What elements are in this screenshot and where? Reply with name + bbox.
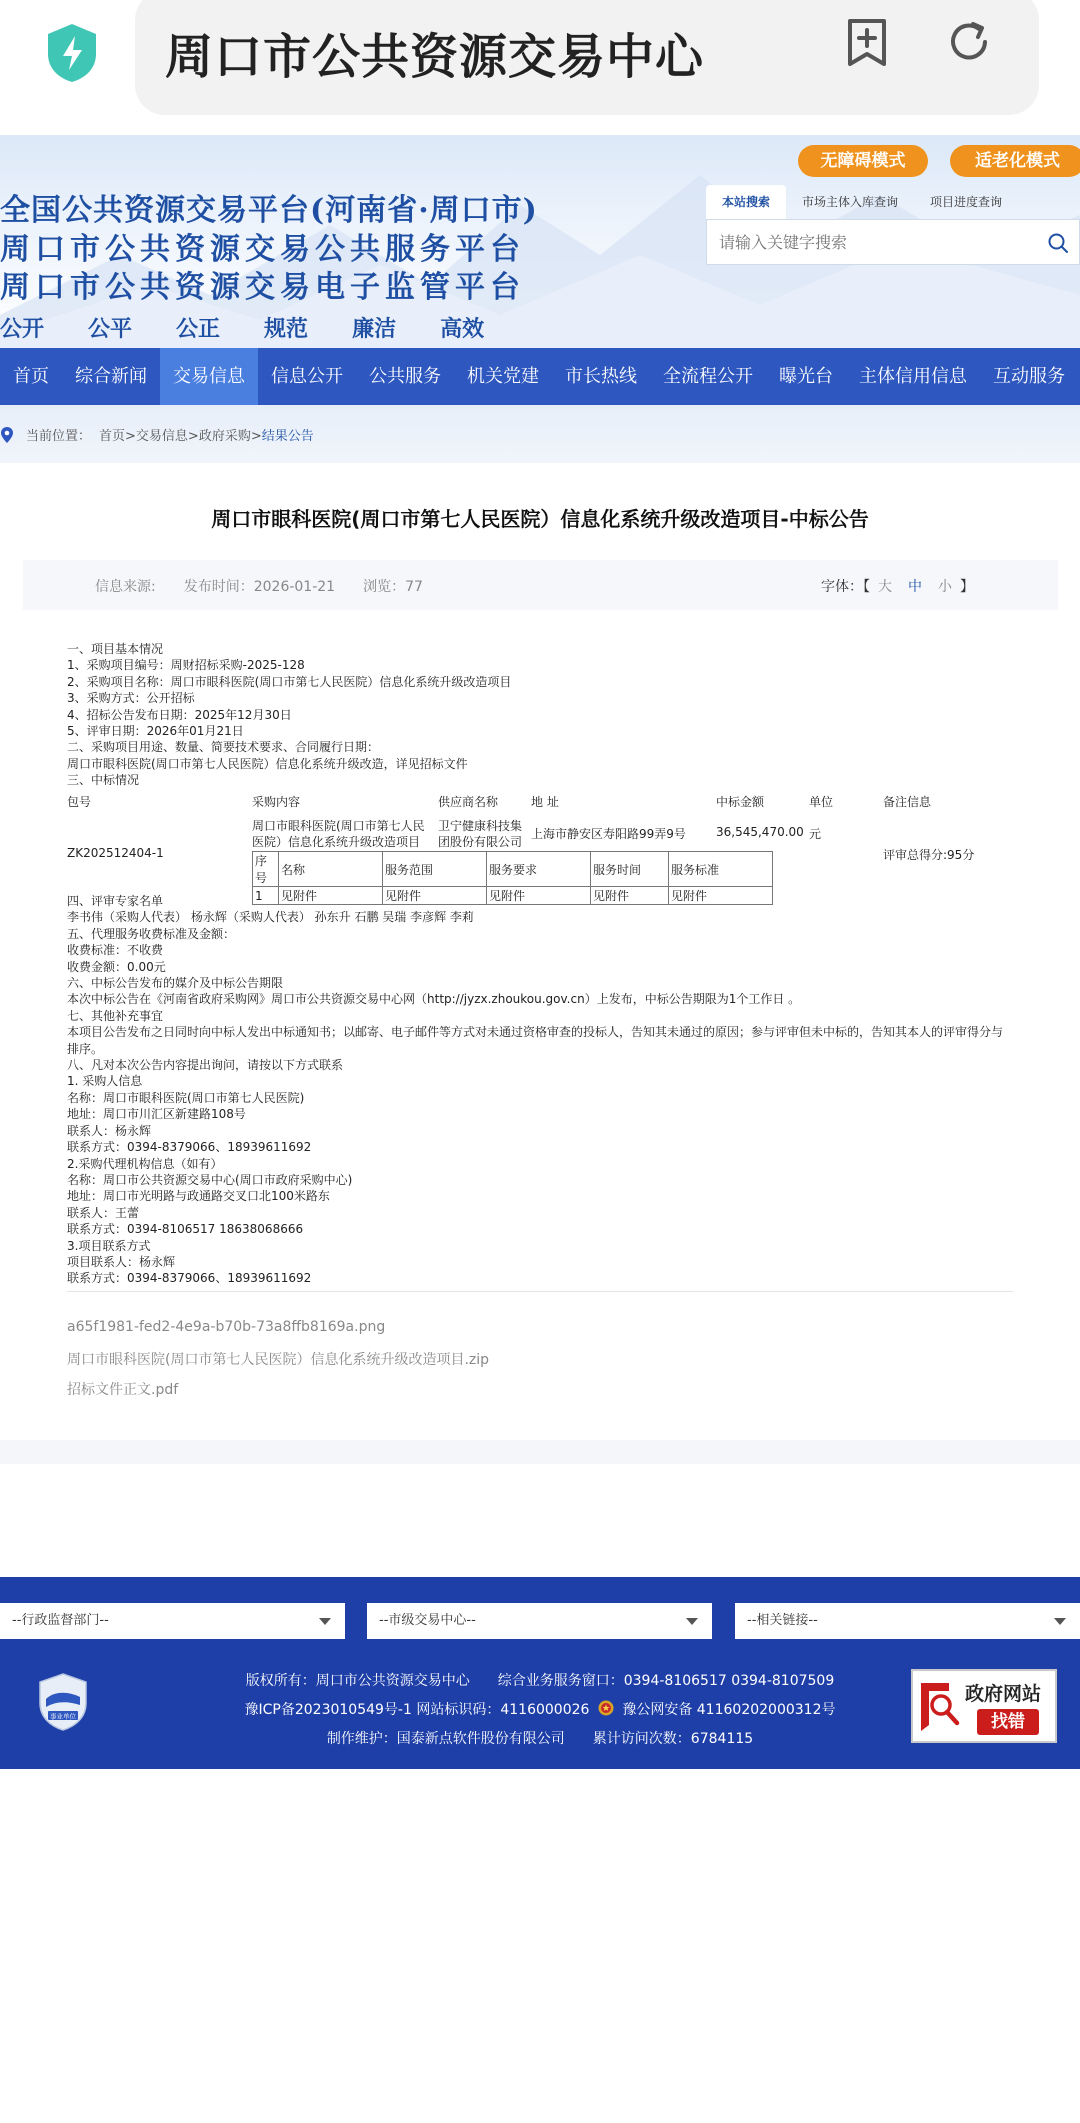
td-requirement: 见附件 bbox=[487, 887, 591, 905]
body-line: 收费标准：不收费 bbox=[67, 943, 164, 958]
tab-site-search[interactable]: 本站搜索 bbox=[706, 185, 786, 219]
related-links-select[interactable] bbox=[735, 1603, 1080, 1639]
footer-icp[interactable]: 豫ICP备2023010549号-1 网站标识码：4116000026 bbox=[244, 1702, 590, 1718]
location-pin-icon bbox=[0, 426, 14, 444]
article-title: 周口市眼科医院(周口市第七人民医院）信息化系统升级改造项目-中标公告 bbox=[211, 507, 869, 531]
nav-public-service[interactable]: 公共服务 bbox=[369, 366, 441, 387]
body-line: 联系人：杨永辉 bbox=[67, 1123, 152, 1138]
font-large-button[interactable]: 大 bbox=[878, 579, 892, 595]
article-body-part1 bbox=[67, 641, 1007, 789]
body-line: 名称：周口市眼科医院(周口市第七人民医院) bbox=[67, 1090, 305, 1105]
chevron-down-icon bbox=[1054, 1618, 1066, 1625]
breadcrumb-gov-procurement[interactable]: 政府采购> bbox=[198, 429, 262, 444]
slogans bbox=[0, 312, 484, 343]
body-line: 联系人：王蕾 bbox=[67, 1205, 140, 1220]
magnifier-icon bbox=[919, 1679, 963, 1735]
content-bottom-band bbox=[0, 1440, 1080, 1464]
cell-package: ZK202512404-1 bbox=[67, 846, 164, 860]
font-small-button[interactable]: 小 bbox=[938, 579, 952, 595]
article-meta-bar bbox=[23, 560, 1058, 610]
body-line: 本次中标公告在《河南省政府采购网》周口市公共资源交易中心网（http://jyzx.zhoukou.gov.cn）上发布，中标公告期限为1个工作日 。 bbox=[67, 992, 801, 1007]
chevron-down-icon bbox=[686, 1618, 698, 1625]
breadcrumb-area bbox=[0, 405, 1080, 463]
body-line: 联系方式：0394-8379066、18939611692 bbox=[67, 1271, 312, 1286]
breadcrumb-current[interactable]: 结果公告 bbox=[261, 429, 314, 444]
slogan: 廉洁 bbox=[352, 316, 397, 342]
gov-website-error-report-button[interactable] bbox=[911, 1669, 1057, 1743]
body-line: 2、采购项目名称：周口市眼科医院(周口市第七人民医院）信息化系统升级改造项目 bbox=[67, 674, 512, 689]
search-icon[interactable] bbox=[1047, 232, 1069, 254]
app-shield-icon[interactable] bbox=[44, 22, 100, 84]
col-content: 采购内容 bbox=[252, 795, 301, 809]
body-line: 李书伟（采购人代表） 杨永辉（采购人代表） 孙东升 石鹏 吴瑞 李彦辉 李莉 bbox=[67, 910, 474, 925]
attachment-link-zip[interactable]: 周口市眼科医院(周口市第七人民医院）信息化系统升级改造项目.zip bbox=[67, 1352, 490, 1368]
badge-text: 事业单位 bbox=[50, 1712, 76, 1721]
browser-top-bar bbox=[0, 0, 1080, 135]
th-standard: 服务标准 bbox=[669, 852, 773, 887]
cell-supplier-l1: 卫宁健康科技集 bbox=[438, 819, 523, 833]
col-supplier: 供应商名称 bbox=[438, 795, 499, 809]
col-package: 包号 bbox=[67, 795, 92, 809]
cell-unit: 元 bbox=[809, 827, 822, 841]
body-line: 2.采购代理机构信息（如有） bbox=[67, 1156, 223, 1171]
search-tabs bbox=[706, 185, 1018, 219]
body-line: 本项目公告发布之日同时向中标人发出中标通知书；以邮寄、电子邮件等方式对未通过资格审查的投标人，告知其未通过的原因；参与评审但未中标的，告知其本人的评审得分与排序。 bbox=[67, 1025, 1004, 1056]
body-line: 地址：周口市川汇区新建路108号 bbox=[67, 1107, 246, 1122]
table-header-row bbox=[67, 793, 1007, 809]
font-size-label: 字体：【 bbox=[821, 579, 870, 595]
body-line: 地址：周口市光明路与政通路交叉口北100米路东 bbox=[67, 1189, 330, 1204]
body-line: 1. 采购人信息 bbox=[67, 1074, 143, 1089]
breadcrumb-trade-info[interactable]: 交易信息> bbox=[135, 429, 199, 444]
platform-line-2: 周口市公共资源交易公共服务平台 bbox=[0, 232, 525, 267]
body-line: 3.项目联系方式 bbox=[67, 1238, 151, 1253]
body-line: 1、采购项目编号：周财招标采购-2025-128 bbox=[67, 658, 305, 673]
platform-line-3: 周口市公共资源交易电子监管平台 bbox=[0, 270, 525, 305]
nav-info-disclosure[interactable]: 信息公开 bbox=[271, 366, 343, 387]
nav-credit-info[interactable]: 主体信用信息 bbox=[859, 366, 967, 387]
th-requirement: 服务要求 bbox=[487, 852, 591, 887]
cell-content-l1: 周口市眼科医院(周口市第七人民 bbox=[252, 819, 425, 833]
col-amount: 中标金额 bbox=[716, 795, 765, 809]
page-title-in-address-bar[interactable]: 周口市公共资源交易中心 bbox=[165, 29, 705, 85]
attachment-link-png[interactable]: a65f1981-fed2-4e9a-b70b-73a8ffb8169a.png bbox=[67, 1319, 386, 1335]
article-source: 信息来源: bbox=[95, 579, 156, 595]
slogan: 公正 bbox=[176, 316, 221, 342]
attachment-link-pdf[interactable]: 招标文件正文.pdf bbox=[67, 1382, 179, 1398]
cell-note: 评审总得分:95分 bbox=[883, 848, 975, 862]
city-trade-center-select[interactable] bbox=[367, 1603, 712, 1639]
body-line: 4、招标公告发布日期：2025年12月30日 bbox=[67, 707, 292, 722]
th-time: 服务时间 bbox=[591, 852, 669, 887]
breadcrumb-label: 当前位置： bbox=[26, 429, 92, 444]
nav-mayor-hotline[interactable]: 市长热线 bbox=[565, 366, 637, 387]
reload-icon[interactable] bbox=[945, 18, 993, 66]
cell-content-l2: 医院）信息化系统升级改造项目 bbox=[252, 835, 421, 849]
search-input[interactable] bbox=[717, 220, 1037, 264]
nav-home[interactable]: 首页 bbox=[13, 366, 49, 387]
body-line: 六、中标公告发布的媒介及中标公告期限 bbox=[67, 976, 284, 991]
nav-full-process[interactable]: 全流程公开 bbox=[663, 366, 753, 387]
gov-box-action: 找错 bbox=[977, 1709, 1039, 1735]
select-value: --相关链接-- bbox=[747, 1613, 818, 1628]
body-line: 名称：周口市公共资源交易中心(周口市政府采购中心) bbox=[67, 1172, 353, 1187]
cell-amount: 36,545,470.00 bbox=[716, 825, 804, 839]
nav-trade-info[interactable]: 交易信息 bbox=[160, 348, 258, 405]
font-size-switcher bbox=[821, 576, 974, 596]
th-index: 序号 bbox=[253, 852, 279, 887]
slogan: 规范 bbox=[264, 316, 309, 342]
slogan: 公开 bbox=[0, 316, 45, 342]
bookmark-add-icon[interactable] bbox=[845, 18, 889, 68]
footer-copyright: 版权所有：周口市公共资源交易中心 综合业务服务窗口：0394-8106517 0394-8107509 bbox=[245, 1673, 835, 1689]
body-line: 5、评审日期：2026年01月21日 bbox=[67, 724, 244, 739]
article-views: 浏览：77 bbox=[363, 579, 423, 595]
th-scope: 服务范围 bbox=[383, 852, 487, 887]
td-standard: 见附件 bbox=[669, 887, 773, 905]
col-address: 地 址 bbox=[531, 795, 559, 809]
slogan: 高效 bbox=[440, 316, 485, 342]
body-line: 一、项目基本情况 bbox=[67, 642, 164, 656]
nav-interactive-service[interactable]: 互动服务 bbox=[993, 366, 1065, 387]
td-name: 见附件 bbox=[279, 887, 383, 905]
body-line: 七、其他补充事宜 bbox=[67, 1008, 164, 1023]
body-line: 联系方式：0394-8106517 18638068666 bbox=[67, 1222, 304, 1237]
search-box bbox=[706, 219, 1080, 265]
breadcrumb bbox=[0, 425, 314, 444]
body-line: 五、代理服务收费标准及金额： bbox=[67, 926, 236, 941]
body-line: 八、凡对本次公告内容提出询问，请按以下方式联系 bbox=[67, 1058, 344, 1073]
main-nav bbox=[0, 348, 1080, 405]
nav-exposure[interactable]: 曝光台 bbox=[779, 366, 833, 387]
nav-news[interactable]: 综合新闻 bbox=[75, 366, 147, 387]
tab-project-progress-query[interactable]: 项目进度查询 bbox=[930, 195, 1003, 209]
body-line: 周口市眼科医院(周口市第七人民医院）信息化系统升级改造，详见招标文件 bbox=[67, 756, 468, 771]
body-line: 3、采购方式：公开招标 bbox=[67, 691, 195, 706]
table-row bbox=[253, 852, 773, 887]
tab-market-entity-query[interactable]: 市场主体入库查询 bbox=[802, 195, 899, 209]
td-scope: 见附件 bbox=[383, 887, 487, 905]
body-line: 四、评审专家名单 bbox=[67, 894, 164, 908]
site-header bbox=[0, 135, 1080, 348]
body-line: 二、采购项目用途、数量、简要技术要求、合同履行日期： bbox=[67, 740, 380, 755]
site-footer bbox=[0, 1643, 1080, 1769]
police-emblem-icon bbox=[598, 1700, 614, 1716]
article-body-part2 bbox=[67, 893, 1007, 1287]
breadcrumb-home[interactable]: 首页> bbox=[99, 429, 136, 444]
cell-supplier-l2: 团股份有限公司 bbox=[438, 835, 523, 849]
body-line: 收费金额：0.00元 bbox=[67, 959, 166, 974]
col-unit: 单位 bbox=[809, 795, 834, 809]
select-value: --行政监督部门-- bbox=[12, 1613, 109, 1628]
td-index: 1 bbox=[253, 887, 279, 905]
td-time: 见附件 bbox=[591, 887, 669, 905]
slogan: 公平 bbox=[88, 316, 133, 342]
col-note: 备注信息 bbox=[883, 795, 932, 809]
supervision-dept-select[interactable] bbox=[0, 1603, 345, 1639]
body-line: 联系方式：0394-8379066、18939611692 bbox=[67, 1140, 312, 1155]
font-medium-button[interactable]: 中 bbox=[908, 579, 922, 595]
elderly-mode-button[interactable]: 适老化模式 bbox=[950, 145, 1080, 177]
select-value: --市级交易中心-- bbox=[379, 1613, 476, 1628]
cell-address: 上海市静安区寿阳路99弄9号 bbox=[531, 827, 686, 841]
chevron-down-icon bbox=[319, 1618, 331, 1625]
body-line: 三、中标情况 bbox=[67, 773, 140, 788]
footer-police-record[interactable]: 豫公网安备 41160202000312号 bbox=[622, 1702, 836, 1718]
address-bar[interactable] bbox=[135, 0, 1039, 115]
accessibility-mode-button[interactable]: 无障碍模式 bbox=[798, 145, 928, 177]
nav-party-building[interactable]: 机关党建 bbox=[467, 366, 539, 387]
font-size-close: 】 bbox=[960, 579, 974, 595]
body-line: 项目联系人：杨永辉 bbox=[67, 1254, 176, 1269]
gov-box-title: 政府网站 bbox=[965, 1683, 1042, 1705]
footer-maintainer: 制作维护：国泰新点软件股份有限公司 累计访问次数：6784115 bbox=[326, 1731, 754, 1747]
platform-line-1: 全国公共资源交易平台(河南省·周口市) bbox=[0, 193, 538, 228]
article-date: 发布时间：2026-01-21 bbox=[183, 579, 336, 595]
attachment-divider bbox=[67, 1291, 1013, 1292]
footer-link-bar bbox=[0, 1577, 1080, 1643]
th-name: 名称 bbox=[279, 852, 383, 887]
